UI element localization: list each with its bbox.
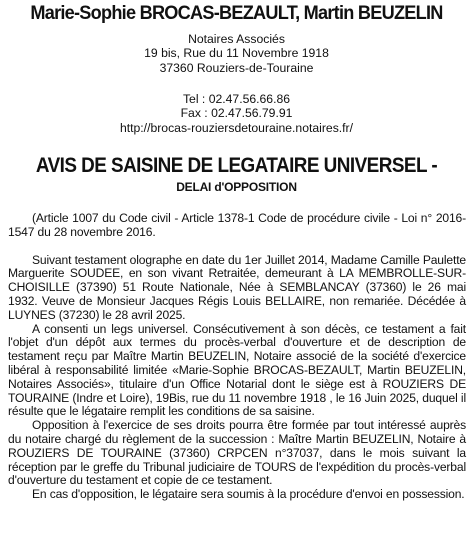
office-tel: Tel : 02.47.56.66.86 xyxy=(182,92,291,106)
office-name: Notaires Associés xyxy=(188,32,285,46)
notary-names: Marie-Sophie BROCAS-BEZAULT, Martin BEUZELIN xyxy=(30,2,443,24)
office-street: 19 bis, Rue du 11 Novembre 1918 xyxy=(144,46,329,60)
office-fax: Fax : 02.47.56.79.91 xyxy=(180,106,293,120)
paragraph-opposition: Opposition à l'exercice de ses droits pourra être formée par tout intéressé auprès du notaire chargé du règlement de la succession : Maître Martin BEUZELIN, Notaire à ROUZIERS DE TOURAINE (37360) CRPCEN n°37037, dans le mois suivant la réception par le greffe du Tribunal judiciaire de TOURS de l'expédition du procès-verbal d'ouverture du testament et copie de ce testament. xyxy=(8,418,466,488)
notice-title: AVIS DE SAISINE DE LEGATAIRE UNIVERSEL - xyxy=(35,154,438,177)
paragraph-legal-reference: (Article 1007 du Code civil - Article 1378-1 Code de procédure civile - Loi n° 2016-1547 du 28 novembre 2016. xyxy=(8,211,466,239)
office-city: 37360 Rouziers-de-Touraine xyxy=(159,61,314,75)
notice-subtitle: DELAI d'OPPOSITION xyxy=(176,180,297,194)
office-website[interactable]: http://brocas-rouziersdetouraine.notaires.fr/ xyxy=(119,121,354,135)
notice-body xyxy=(8,212,466,502)
paragraph-testament: Suivant testament olographe en date du 1er Juillet 2014, Madame Camille Paulette Marguerite SOUDEE, en son vivant Retraitée, demeurant à LA MEMBROLLE-SUR-CHOISILLE (37390) 51 Route Nationale, Née à SEMBLANCAY (37360) le 26 mai 1932. Veuve de Monsieur Jacques Régis Louis BELLAIRE, non remariée. Décédée à LUYNES (37230) le 28 avril 2025. xyxy=(8,252,466,322)
paragraph-legacy: A consenti un legs universel. Consécutivement à son décès, ce testament a fait l'objet d'un dépôt aux termes du procès-verbal d'ouverture et de description de testament reçu par Maître Martin BEUZELIN, Notaire associé de la société d'exercice libéral à responsabilité limitée «Marie-Sophie BROCAS-BEZAULT, Martin BEUZELIN, Notaires Associés», titulaire d'un Office Notarial dont le siège est à ROUZIERS DE TOURAINE (Indre et Loire), 19Bis, rue du 11 novembre 1918 , le 16 Juin 2025, duquel il résulte que le légataire remplit les conditions de sa saisine. xyxy=(8,321,466,419)
paragraph-possession: En cas d'opposition, le légataire sera soumis à la procédure d'envoi en possession. xyxy=(32,487,465,502)
